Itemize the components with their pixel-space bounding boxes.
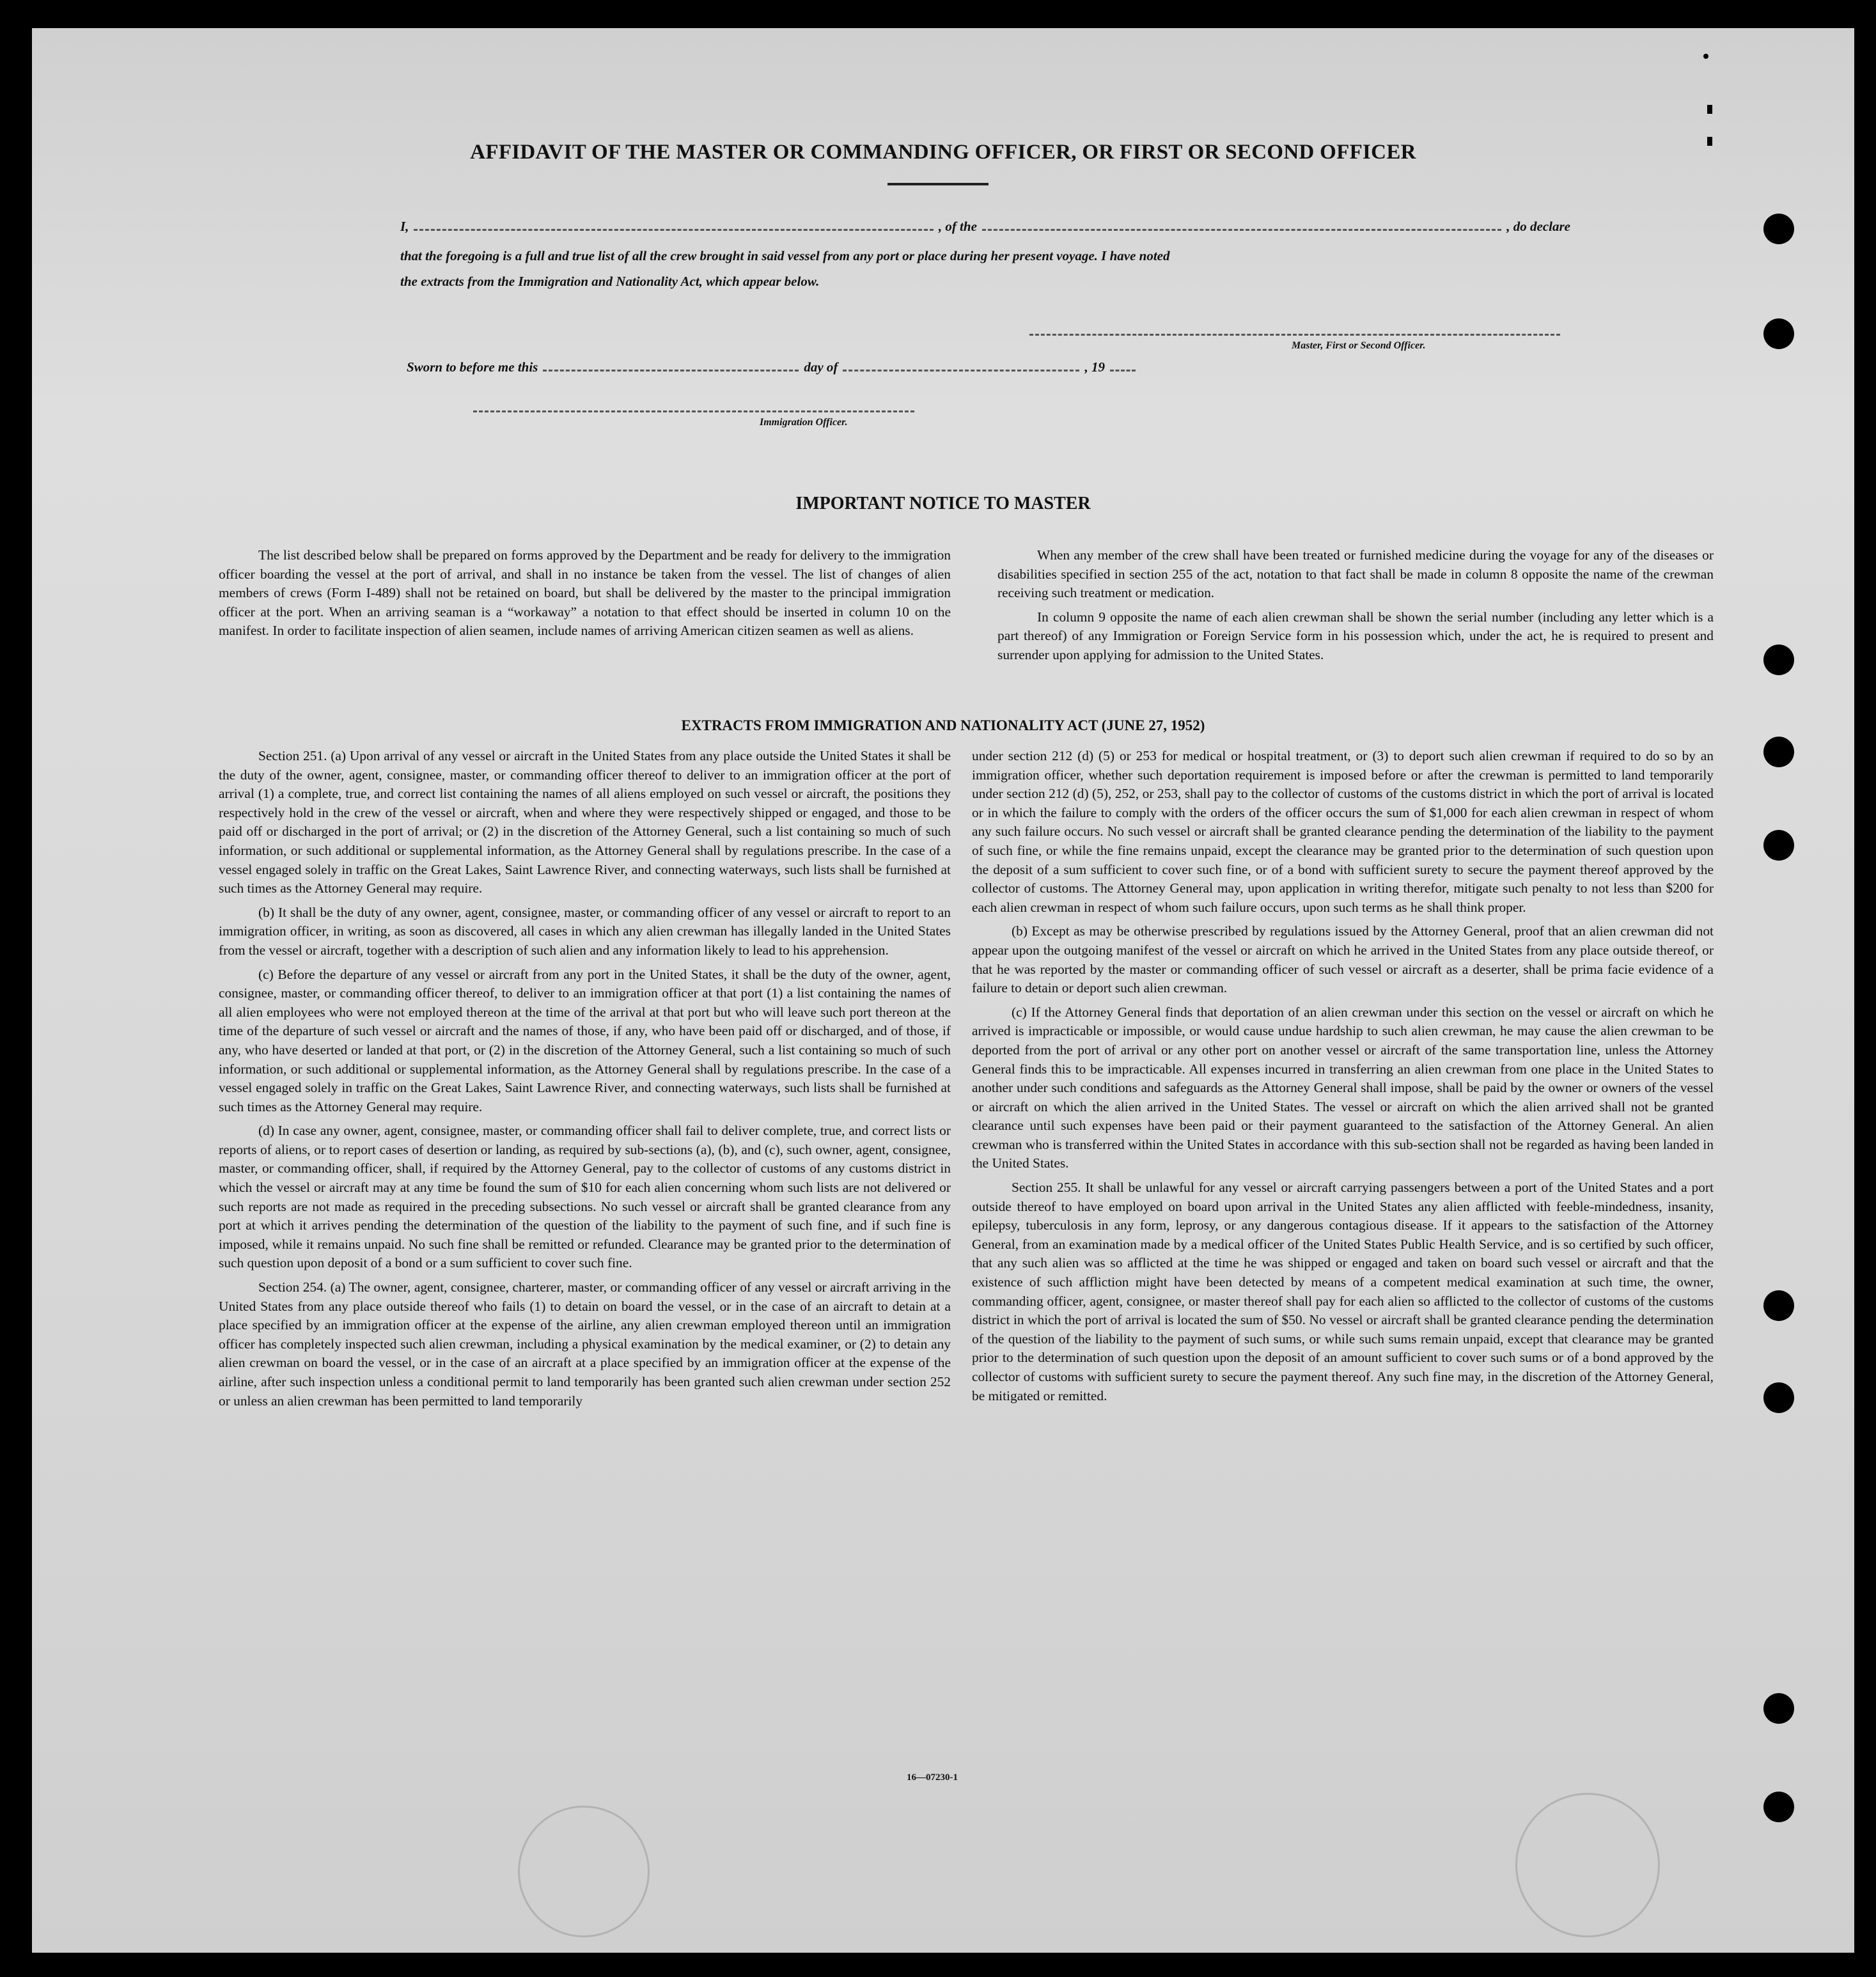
binder-hole [1763, 645, 1794, 675]
ink-mark [1707, 105, 1712, 114]
year-label: , 19 [1084, 359, 1105, 375]
binder-hole [1763, 1693, 1794, 1724]
statute-paragraph: Section 251. (a) Upon arrival of any vessel or aircraft in the United States from any place outside the United States it shall be the duty of the owner, agent, consignee, master, or commanding officer thereof to deliver to an immigration officer at the port of arrival (1) a complete, true, and correct list containing the names of all aliens employed on such vessel or aircraft, the positions they respectively hold in the crew of the vessel or aircraft, when and where they were respectively shipped or engaged, and those to be paid off or discharged in the port of arrival; or (2) in the discretion of the Attorney General, such a list containing so much of such information, or such additional or supplemental information, as the Attorney General shall by regulations prescribe. In the case of a vessel engaged solely in traffic on the Great Lakes, Saint Lawrence River, and connecting waterways, such lists shall be furnished at such times as the Attorney General may require. [219, 748, 951, 896]
statute-paragraph: Section 254. (a) The owner, agent, consignee, charterer, master, or commanding officer of any vessel or aircraft arriving in the United States from any place outside thereof who fails (1) to detain on board the vessel, or in the case of an aircraft to detain at a place specified by an immigration officer at the expense of the airline, any alien crewman employed thereon until an immigration officer has completely inspected such alien crewman, including a physical examination by the medical examiner, or (2) to detain any alien crewman on board the vessel, or in the case of an aircraft at a place specified by an immigration officer at the expense of the airline, after such inspection unless a conditional permit to land temporarily has been granted such alien crewman under section 252 or unless an alien crewman has been permitted to land temporarily [219, 1279, 951, 1409]
faded-stamp-left [518, 1806, 650, 1937]
statute-paragraph: (c) Before the departure of any vessel or aircraft from any port in the United States, it shall be the duty of the owner, agent, consignee, master, or commanding officer thereof, to deliver to an immigration officer at that port (1) a list containing the names of all alien employees who were not employed thereon at the time of the arrival at that port but who will leave such port thereon at the time of the departure of such vessel or aircraft and the names of those, if any, who have been paid off or discharged, and of those, if any, who have deserted or landed at that port, or (2) in the discretion of the Attorney General, such a list containing so much of such information, or such additional or supplemental information, as the Attorney General shall by regulations prescribe. In the case of a vessel engaged solely in traffic on the Great Lakes, Saint Lawrence River, and connecting waterways, such lists shall be furnished at such times as the Attorney General may require. [219, 966, 951, 1114]
statute-paragraph: (b) Except as may be otherwise prescribed by regulations issued by the Attorney General, proof that an alien crewman did not appear upon the outgoing manifest of the vessel or aircraft on which he arrived in the United States from any place outside thereof, or that he was reported by the master or commanding officer of such vessel or aircraft as a deserter, shall be prima facie evidence of a failure to detain or deport such alien crewman. [972, 923, 1714, 996]
sworn-row [407, 359, 1238, 375]
extracts-left-column [219, 747, 951, 1416]
do-declare-label: , do declare [1506, 219, 1570, 234]
ink-dot [1703, 54, 1708, 59]
form-number: 16—07230-1 [907, 1772, 958, 1783]
notice-paragraph: When any member of the crew shall have been treated or furnished medicine during the voyage for any of the diseases or disabilities specified in section 255 of the act, notation to that fact shall be made in column 8 opposite the name of the crewman receiving such treatment or medication. [997, 547, 1714, 601]
affidavit-title: AFFIDAVIT OF THE MASTER OR COMMANDING OFFICER, OR FIRST OR SECOND OFFICER [470, 141, 1416, 164]
binder-hole [1763, 1792, 1794, 1822]
binder-hole [1763, 214, 1794, 244]
master-signature-line[interactable] [1029, 334, 1560, 336]
title-divider [887, 183, 989, 185]
of-the-label: , of the [938, 219, 977, 234]
statute-paragraph: (b) It shall be the duty of any owner, agent, consignee, master, or commanding officer of any vessel or aircraft to report to an immigration officer, in writing, as soon as discovered, all cases in which any alien crewman has illegally landed in the United States from the vessel or aircraft, together with a description of such alien and any information likely to lead to his apprehension. [219, 904, 951, 958]
statute-paragraph: Section 255. It shall be unlawful for any vessel or aircraft carrying passengers between a port of the United States and a port outside thereof to have employed on board upon arrival in the United States any alien afflicted with feeble-mindedness, insanity, epilepsy, tuberculosis in any form, leprosy, or any dangerous contagious disease. If it appears to the satisfaction of the Attorney General, from an examination made by a medical officer of the United States Public Health Service, and is so certified by such officer, that any such alien was so afflicted at the time he was shipped or engaged and taken on board such vessel or aircraft and that the existence of such affliction might have been detected by means of a competent medical examination at such time, the owner, commanding officer, agent, consignee, or master thereof shall pay for each alien so afflicted to the collector of customs of the customs district in which the port of arrival is located the sum of $50. No vessel or aircraft shall be granted clearance pending the determination of the question of the liability to the payment of such sums, or while such sums remain unpaid, except that clearance may be granted prior to the determination of such question upon the deposit of an amount sufficient to cover such sums or of a bond approved by the collector of customs with sufficient surety to secure the payment thereof. Any such fine may, in the discretion of the Attorney General, be mitigated or remitted. [972, 1180, 1714, 1403]
notice-paragraph: In column 9 opposite the name of each alien crewman shall be shown the serial number (including any letter which is a part thereof) of any Immigration or Foreign Service form in his possession which, under the act, he is required to present and surrender upon applying for admission to the United States. [997, 609, 1714, 662]
statute-paragraph: (d) In case any owner, agent, consignee, master, or commanding officer shall fail to deliver complete, true, and correct lists or reports of aliens, or to report cases of desertion or landing, as required by sub-sections (a), (b), and (c), such owner, agent, consignee, master, or commanding officer, shall, if required by the Attorney General, pay to the collector of customs of any customs district in which the vessel or aircraft may at any time be found the sum of $10 for each alien concerning whom such lists are not delivered or such reports are not made as required in the preceding subsections. No such vessel or aircraft shall be granted clearance from any port at which it arrives pending the determination of the question of the liability to the payment of such fine, and if such fine is imposed, while it remains unpaid. No such fine shall be remitted or refunded. Clearance may be granted prior to the determination of such question upon deposit of a bond or a sum sufficient to cover such fine. [219, 1123, 951, 1271]
statute-paragraph: (c) If the Attorney General finds that deportation of an alien crewman under this section on the vessel or aircraft on which he arrived is impracticable or impossible, or would cause undue hardship to such alien crewman, he may cause the alien crewman to be deported from the port of arrival or any other port on another vessel or aircraft of the same transportation line, unless the Attorney General finds this to be impracticable. All expenses incurred in transferring an alien crewman from one place in the United States to another under such conditions and safeguards as the Attorney General shall impose, shall be paid by the owner or owners of the vessel or aircraft on which the alien arrived in the United States. The vessel or aircraft on which the alien arrived shall not be granted clearance until such expenses have been paid or their payment guaranteed to the satisfaction of the Attorney General. An alien crewman who is transferred within the United States in accordance with this sub-section shall not be regarded as having been landed in the United States. [972, 1004, 1714, 1171]
binder-hole [1763, 318, 1794, 349]
extracts-right-column [972, 747, 1714, 1410]
day-of-label: day of [804, 359, 838, 375]
binder-hole [1763, 830, 1794, 861]
declaration-line-1 [400, 219, 1570, 235]
name-field[interactable] [414, 229, 933, 231]
i-label: I, [400, 219, 409, 234]
faded-stamp-right [1515, 1793, 1660, 1937]
sworn-label: Sworn to before me this [407, 359, 538, 375]
notice-left-column [219, 546, 951, 646]
officer-signature-line[interactable] [473, 410, 914, 412]
extracts-title: EXTRACTS FROM IMMIGRATION AND NATIONALITY ACT (JUNE 27, 1952) [681, 717, 1205, 733]
binder-hole [1763, 1382, 1794, 1413]
notice-title: IMPORTANT NOTICE TO MASTER [795, 494, 1091, 513]
statute-paragraph: under section 212 (d) (5) or 253 for medical or hospital treatment, or (3) to deport such alien crewman if required to do so by an immigration officer, whether such deportation requirement is imposed before or after the crewman is permitted to land temporarily under section 212 (d) (5), 252, or 253, shall pay to the collector of customs of the customs district in which the port of arrival is located or in which the failure to comply with the orders of the officer occurs the sum of $1,000 for each alien crewman in respect of whom any such failure occurs. No such vessel or aircraft shall be granted clearance pending the determination of the liability to the payment of such fine, or while the fine remains unpaid, except the clearance may be granted prior to the determination of such question upon the deposit of a sum sufficient to cover such fine, or of a bond with sufficient surety to secure the payment thereof approved by the collector of customs. The Attorney General may, upon application in writing therefor, mitigate such penalty to not less than $200 for each alien crewman in respect of whom such failure occurs, upon such terms as he shall think proper. [972, 748, 1714, 915]
notice-paragraph: The list described below shall be prepared on forms approved by the Department and be ready for delivery to the immigration officer boarding the vessel at the port of arrival, and shall in no instance be taken from the vessel. The list of changes of alien members of crews (Form I-489) shall not be retained on board, but shall be delivered by the master to the principal immigration officer at the port. When an arriving seaman is a “workaway” a notation to that effect should be inserted in column 10 on the manifest. In order to facilitate inspection of alien seamen, include names of arriving American citizen seamen as well as aliens. [219, 547, 951, 639]
vessel-field[interactable] [982, 229, 1501, 231]
ink-mark [1707, 137, 1712, 146]
officer-signature-label: Immigration Officer. [760, 417, 848, 428]
sworn-month-field[interactable] [843, 370, 1079, 371]
sworn-year-field[interactable] [1110, 370, 1136, 371]
binder-hole [1763, 737, 1794, 767]
declaration-line-2: that the foregoing is a full and true list of all the crew brought in said vessel from any port or place during her present voyage. I have noted [400, 248, 1170, 263]
sworn-day-field[interactable] [543, 370, 799, 371]
notice-right-column [997, 546, 1714, 670]
master-signature-label: Master, First or Second Officer. [1292, 340, 1426, 351]
document-page [32, 28, 1854, 1953]
binder-hole [1763, 1290, 1794, 1321]
declaration-line-3: the extracts from the Immigration and Nationality Act, which appear below. [400, 274, 820, 289]
